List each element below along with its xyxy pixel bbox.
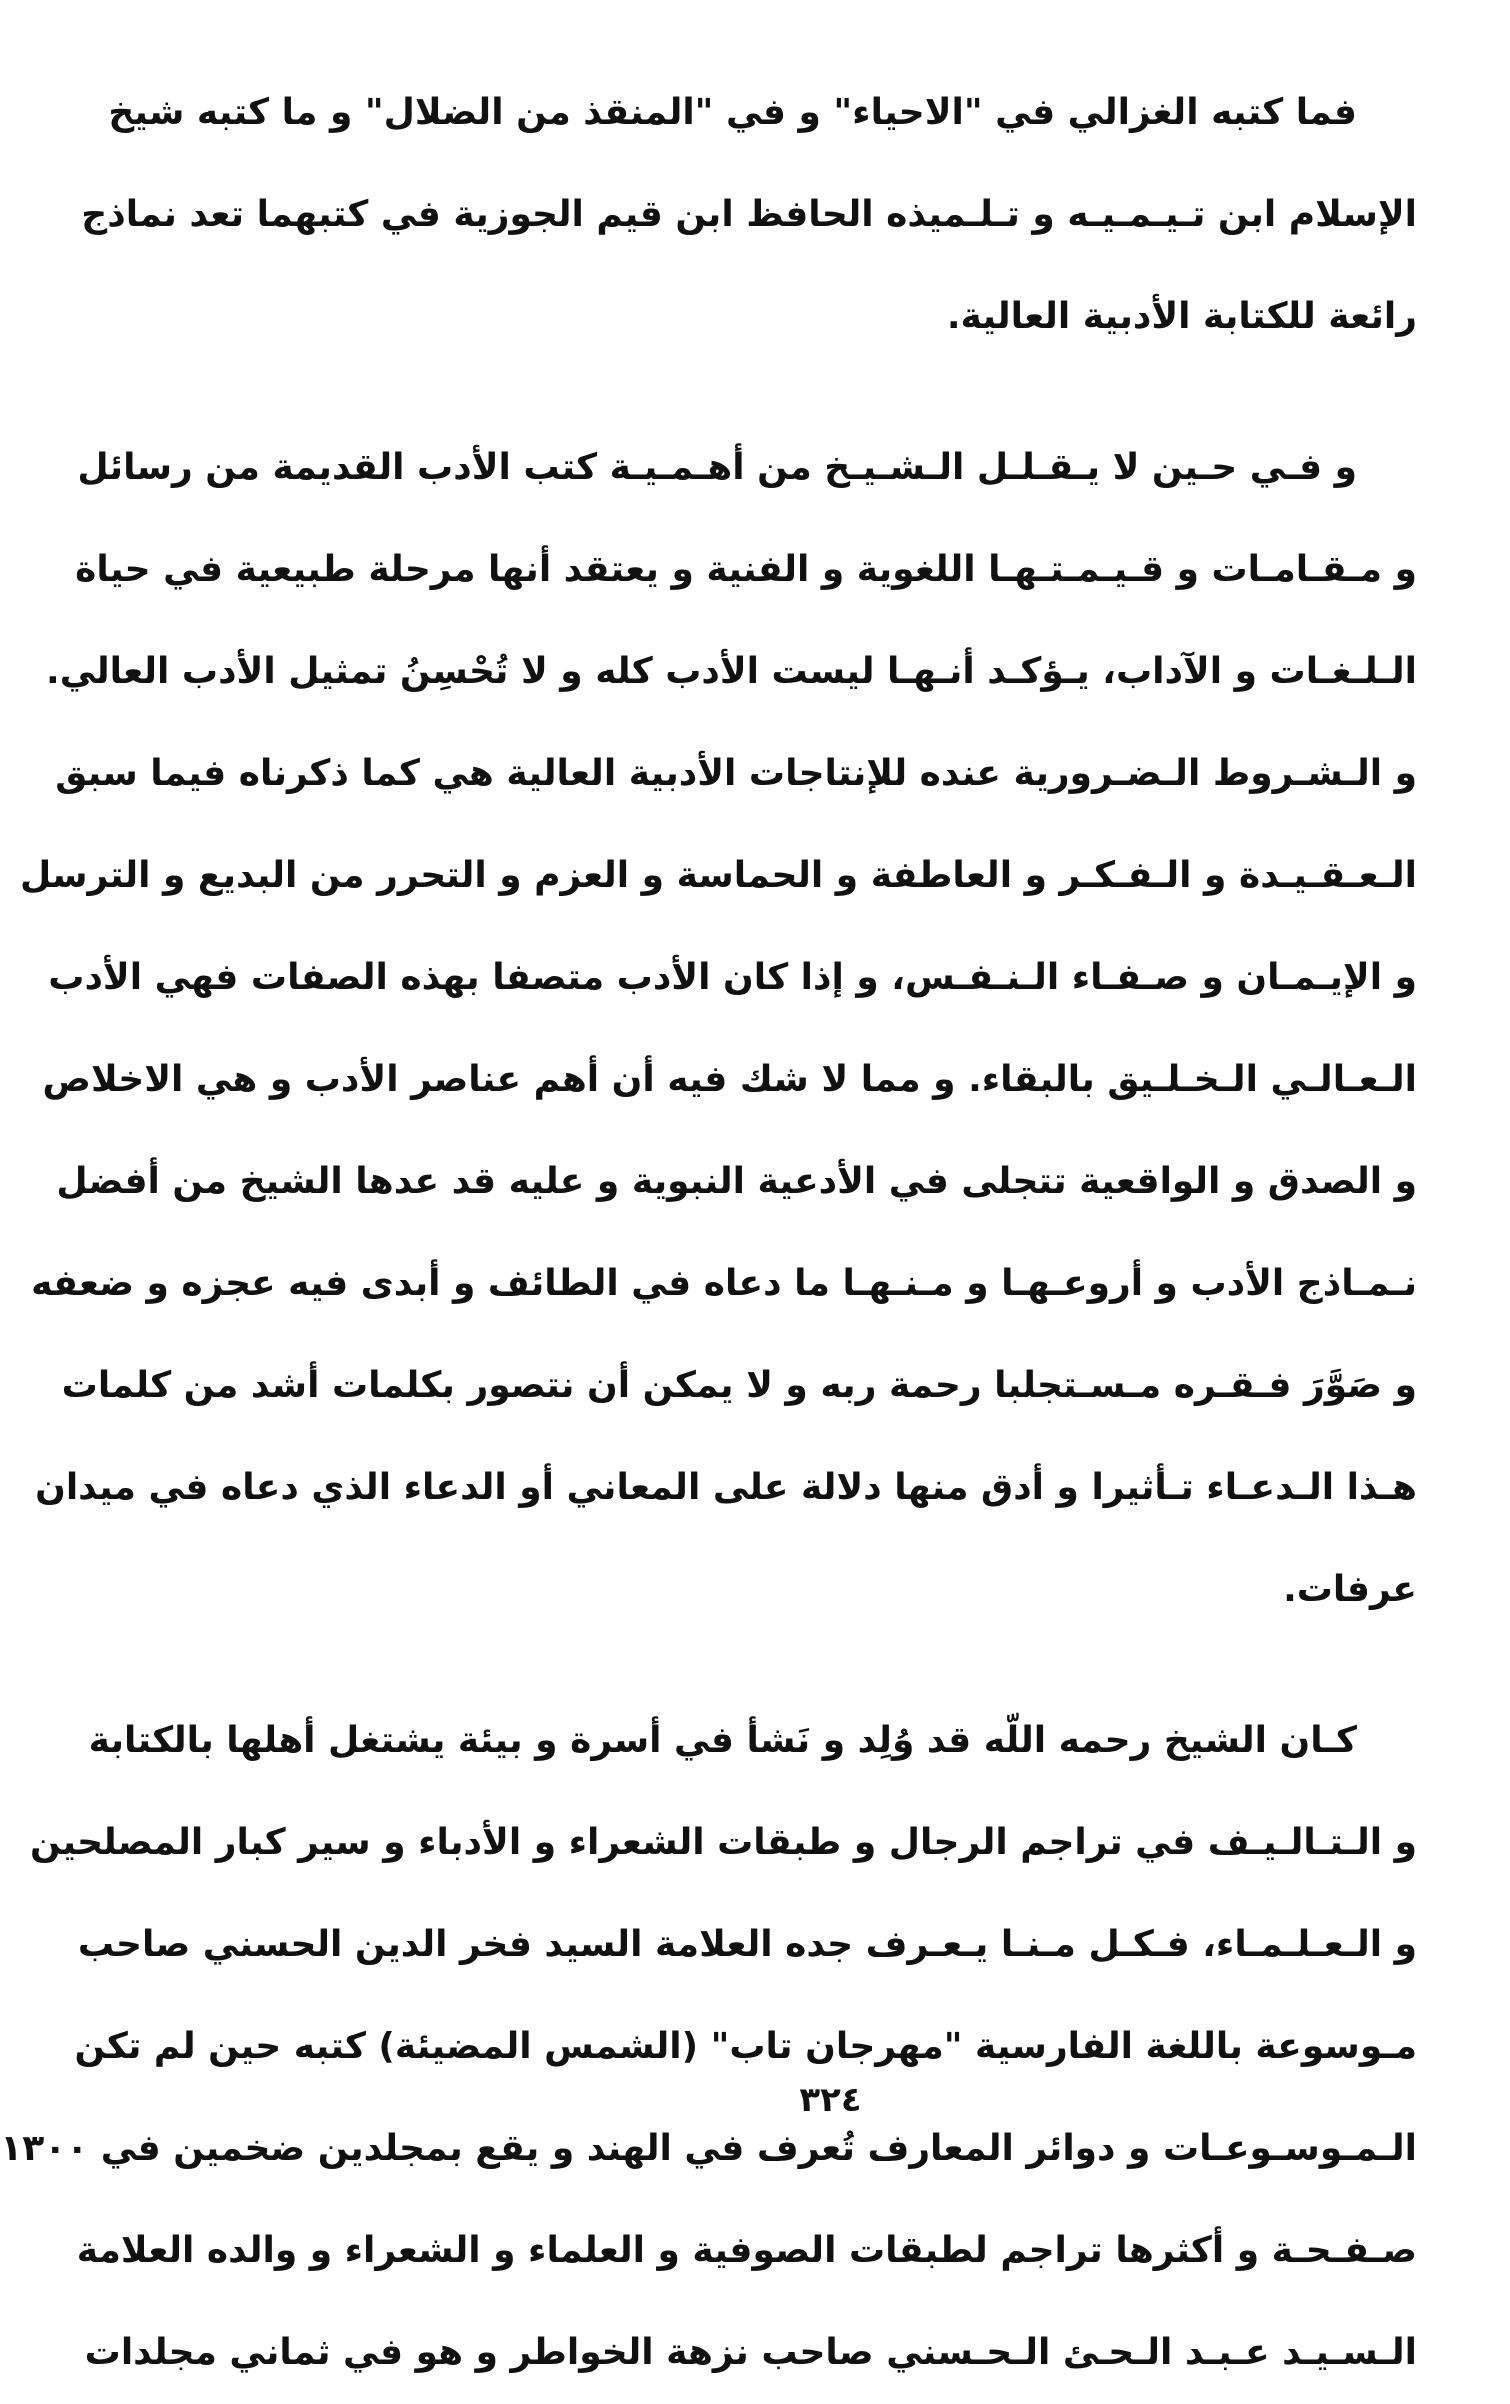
text-line: نـمـاذج الأدب و أروعـهـا و مـنـهـا ما دعاه في الطائف و أبدى فيه عجزه و ضعفه [31,1263,1417,1304]
text-line: الـعـالـي الـخـلـيق بالبقاء. و مما لا شك فيه أن أهم عناصر الأدب و هي الاخلاص [42,1059,1417,1100]
text-line: الـمـوسـوعـات و دوائر المعارف تُعرف في الهند و يقع بمجلدين ضخمين في ١٣٠٠ [0,2128,1417,2169]
text-line: و الصدق و الواقعية تتجلى في الأدعية النبوية و عليه قد عدها الشيخ من أفضل [56,1161,1417,1202]
text-line: و مـقـامـات و قـيـمـتـهـا اللغوية و الفنية و يعتقد أنها مرحلة طبيعية في حياة [75,549,1417,590]
text-line: صـفـحـة و أكثرها تراجم لطبقات الصوفية و العلماء و الشعراء و والده العلامة [76,2230,1417,2271]
text-line: هـذا الـدعـاء تـأثيرا و أدق منها دلالة على المعاني أو الدعاء الذي دعاه في ميدان [35,1467,1417,1508]
text-line: و الإيـمـان و صـفـاء الـنـفـس، و إذا كان الأدب متصفا بهذه الصفات فهي الأدب [48,957,1417,998]
paragraph-1 [81,62,1417,368]
paragraph-3 [0,1690,1417,2404]
text-line: و الـعـلـمـاء، فـكـل مـنـا يـعـرف جده العلامة السيد فخر الدين الحسني صاحب [77,1924,1417,1965]
text-line: مـوسوعة باللغة الفارسية "مهرجان تاب" (الشمس المضيئة) كتبه حين لم تكن [74,2026,1417,2067]
text-line: و فـي حـين لا يـقـلـل الـشـيـخ من أهـمـيـة كتب الأدب القديمة من رسائل [77,447,1357,488]
text-line: فما كتبه الغزالي في "الاحياء" و في "المنقذ من الضلال" و ما كتبه شيخ [108,92,1357,133]
page-number: ٣٢٤ [799,2080,862,2120]
text-line: الإسلام ابن تـيـمـيـه و تـلـميذه الحافظ ابن قيم الجوزية في كتبهما تعد نماذج [81,194,1417,235]
text-line: الـعـقـيـدة و الـفـكـر و العاطفة و الحماسة و العزم و التحرر من البديع و الترسل [19,855,1417,896]
text-line: الـسـيـد عـبـد الـحـئ الـحـسني صاحب نزهة الخواطر و هو في ثماني مجلدات [84,2332,1417,2373]
text-line: الـلـغـات و الآداب، يـؤكـد أنـهـا ليست الأدب كله و لا تُحْسِنُ تمثيل الأدب العالي. [46,651,1417,692]
text-line: كـان الشيخ رحمه اللّه قد وُلِد و نَشأ في أسرة و بيئة يشتغل أهلها بالكتابة [88,1720,1357,1761]
text-line: و الـتـالـيـف في تراجم الرجال و طبقات الشعراء و الأدباء و سير كبار المصلحين [30,1822,1417,1863]
paragraph-2 [19,417,1417,1641]
text-line: و الـشـروط الـضـرورية عنده للإنتاجات الأدبية العالية هي كما ذكرناه فيما سبق [55,753,1417,794]
text-line: و صَوَّرَ فـقـره مـسـتجلبا رحمة ربه و لا يمكن أن نتصور بكلمات أشد من كلمات [61,1365,1417,1406]
text-line: عرفات. [1283,1569,1417,1610]
text-line: رائعة للكتابة الأدبية العالية. [946,296,1417,337]
